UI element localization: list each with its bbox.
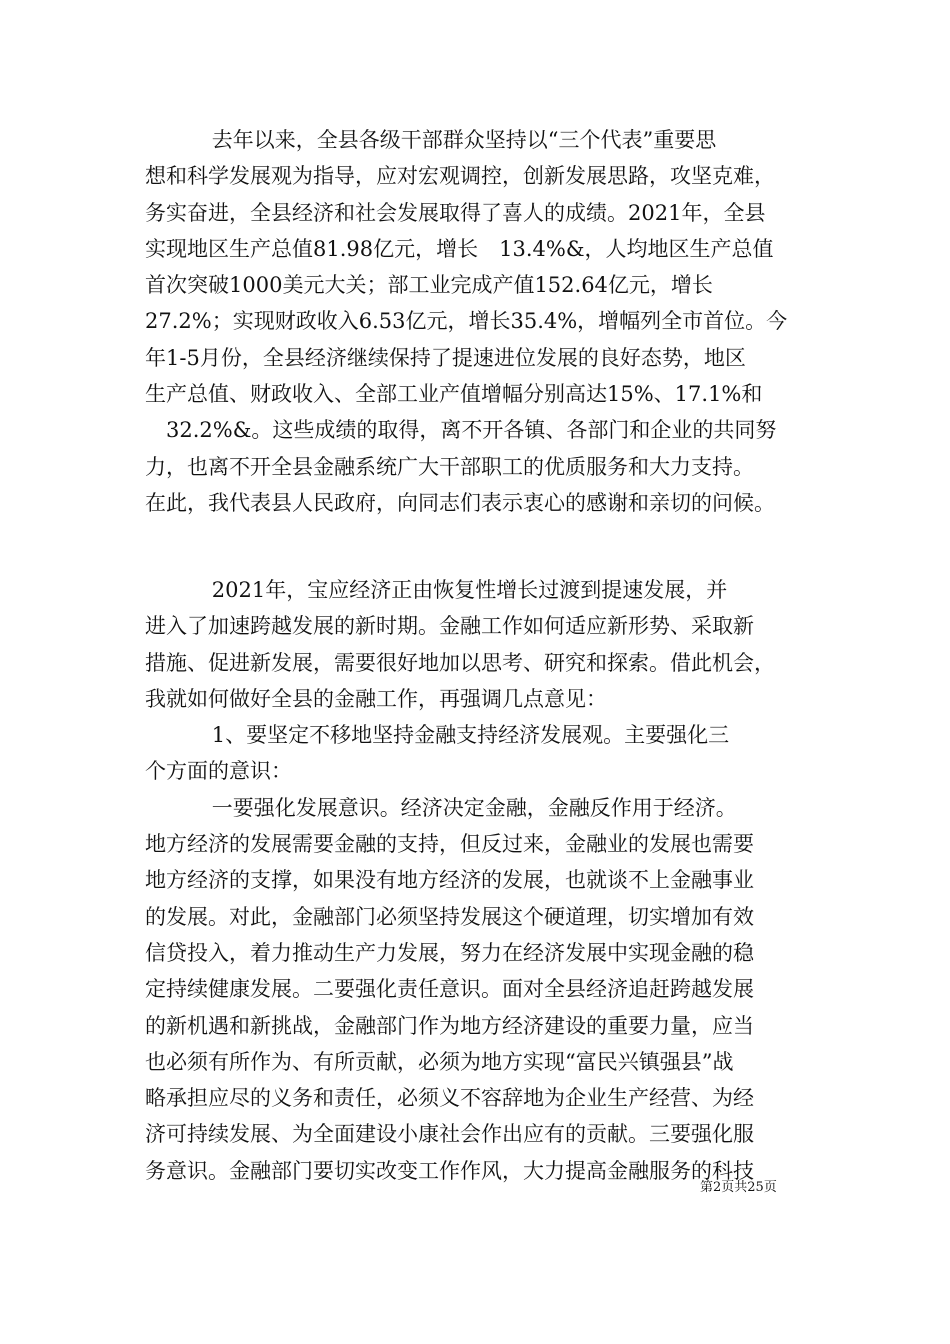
paragraph-achievements: 去年以来，全县各级干部群众坚持以“三个代表”重要思 想和科学发展观为指导，应对宏观调控，创新发展思路，攻坚克难， 务实奋进，全县经济和社会发展取得了喜人的成绩。2021年，全县 实现地区生产总值81.98亿元，增长 13.4%&，人均地区生产总值 首次突破1000美元大关；部工业完成产值152.64亿元，增长 27.2%；实现财政收入6.53亿元，增长35.4%，增幅列全市首位。今 年1-5月份，全县经济继续保持了提速进位发展的良好态势，地区 生产总值、财政收入、全部工业产值增幅分别高达15%、17.1%和 32.2%&。这些成绩的取得，离不开各镇、各部门和企业的共同努 力，也离不开全县金融系统广大干部职工的优质服务和大力支持。 在此，我代表县人民政府，向同志们表示衷心的感谢和亲切的问候。	[145, 128, 788, 515]
page-number-footer: 第2页共25页	[700, 1180, 777, 1195]
paragraph-financial-work: 2021年，宝应经济正由恢复性增长过渡到提速发展，并 进入了加速跨越发展的新时期。金融工作如何适应新形势、采取新 措施、促进新发展，需要很好地加以思考、研究和探索。借此机会， 我就如何做好全县的金融工作，再强调几点意见： 1、要坚定不移地坚持金融支持经济发展观。主要强化三 个方面的意识： 一要强化发展意识。经济决定金融，金融反作用于经济。 地方经济的发展需要金融的支持，但反过来，金融业的发展也需要 地方经济的支撑，如果没有地方经济的发展，也就谈不上金融事业 的发展。对此，金融部门必须坚持发展这个硬道理，切实增加有效 信贷投入，着力推动生产力发展，努力在经济发展中实现金融的稳 定持续健康发展。二要强化责任意识。面对全县经济追赶跨越发展 的新机遇和新挑战，金融部门作为地方经济建设的重要力量，应当 也必须有所作为、有所贡献，必须为地方实现“富民兴镇强县”战 略承担应尽的义务和责任，必须义不容辞地为企业生产经营、为经 济可持续发展、为全面建设小康社会作出应有的贡献。三要强化服 务意识。金融部门要切实改变工作作风，大力提高金融服务的科技	[145, 578, 775, 1183]
